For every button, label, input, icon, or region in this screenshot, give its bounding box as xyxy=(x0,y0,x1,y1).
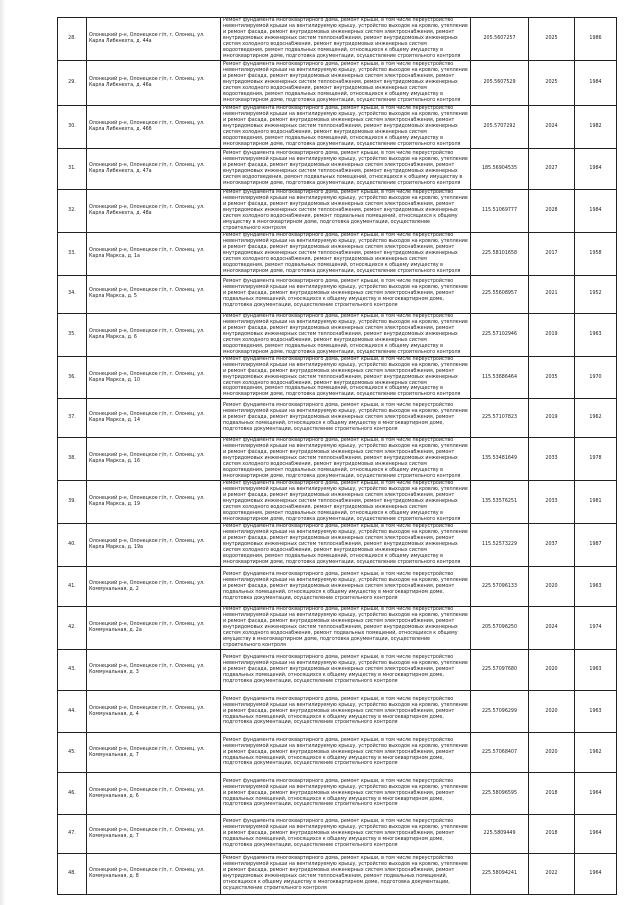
row-works-description: Ремонт фундамента многоквартирного дома, ремонт крыши, в том числе переустройство невентилируемой крыши на вентилируемую крышу, устройство выходов на кровлю, утепление и ремонт фасада, ремонт внутридомовых инженерных систем электроснабжения, ремонт внутридомовых инженерных систем теплоснабжения, ремонт внутридомовых инженерных систем холодного водоснабжения, ремонт внутридомовых инженерных систем водоотведения, ремонт подвальных помещений, относящихся к общему имуществу в многоквартирном доме, подготовка документации, осуществление строительного контроля xyxy=(221,60,471,105)
row-address: Олонецкий р-н, Олонецкое г/п, г. Олонец, ул. Карла Маркса, д. 10 xyxy=(87,356,221,399)
row-cost: 205.5607529 xyxy=(471,60,529,105)
row-cost: 225.5809449 xyxy=(471,815,529,854)
row-number: 32. xyxy=(58,189,87,232)
row-number: 31. xyxy=(58,148,87,189)
row-planned-year: 2018 xyxy=(529,815,575,854)
row-address: Олонецкий р-н, Олонецкое г/п, г. Олонец, ул. Коммунальная, д. 7 xyxy=(87,733,221,773)
row-cost: 115.53686464 xyxy=(471,356,529,399)
row-address: Олонецкий р-н, Олонецкое г/п, г. Олонец, ул. Коммунальная, д. 2а xyxy=(87,607,221,650)
row-cost: 225.58101658 xyxy=(471,232,529,275)
table-body xyxy=(58,18,617,895)
row-cost: 225.58094241 xyxy=(471,854,529,895)
row-planned-year: 2024 xyxy=(529,105,575,148)
row-address: Олонецкий р-н, Олонецкое г/п, г. Олонец, ул. Карла Маркса, д. 5 xyxy=(87,275,221,313)
table-row xyxy=(58,524,617,567)
row-number: 39. xyxy=(58,481,87,524)
row-year-built: 1964 xyxy=(575,815,617,854)
row-address: Олонецкий р-н, Олонецкое г/п, г. Олонец, ул. Карла Либкнехта, д. 46а xyxy=(87,60,221,105)
row-planned-year: 2033 xyxy=(529,481,575,524)
row-address: Олонецкий р-н, Олонецкое г/п, г. Олонец, ул. Коммунальная, д. 3 xyxy=(87,650,221,691)
row-works-description: Ремонт фундамента многоквартирного дома, ремонт крыши, в том числе переустройство невентилируемой крыши на вентилируемую крышу, устройство выходов на кровлю, утепление и ремонт фасада, ремонт внутридомовых инженерных систем электроснабжения, ремонт внутридомовых инженерных систем теплоснабжения, ремонт внутридомовых инженерных систем холодного водоснабжения, ремонт внутридомовых инженерных систем водоотведения, ремонт подвальных помещений, относящихся к общему имуществу в многоквартирном доме, подготовка документации, осуществление строительного контроля xyxy=(221,356,471,399)
row-works-description: Ремонт фундамента многоквартирного дома, ремонт крыши, в том числе переустройство невентилируемой крыши на вентилируемую крышу, устройство выходов на кровлю, утепление и ремонт фасада, ремонт внутридомовых инженерных систем электроснабжения, ремонт подвальных помещений, относящихся к общему имуществу в многоквартирном доме, подготовка документации, осуществление строительного контроля xyxy=(221,733,471,773)
row-address: Олонецкий р-н, Олонецкое г/п, г. Олонец, ул. Карла Маркса, д. 6 xyxy=(87,313,221,356)
row-year-built: 1986 xyxy=(575,18,617,61)
row-address: Олонецкий р-н, Олонецкое г/п, г. Олонец, ул. Карла Либкнехта, д. 46б xyxy=(87,105,221,148)
row-works-description: Ремонт фундамента многоквартирного дома, ремонт крыши, в том числе переустройство невентилируемой крыши на вентилируемую крышу, устройство выходов на кровлю, утепление и ремонт фасада, ремонт внутридомовых инженерных систем электроснабжения, ремонт внутридомовых инженерных систем теплоснабжения, ремонт внутридомовых инженерных систем холодного водоснабжения, ремонт внутридомовых инженерных систем водоотведения, ремонт подвальных помещений, относящихся к общему имуществу в многоквартирном доме, подготовка документации, осуществление строительного контроля xyxy=(221,524,471,567)
table-row xyxy=(58,148,617,189)
row-planned-year: 2021 xyxy=(529,275,575,313)
row-works-description: Ремонт фундамента многоквартирного дома, ремонт крыши, в том числе переустройство невентилируемой крыши на вентилируемую крышу, устройство выходов на кровлю, утепление и ремонт фасада, ремонт внутридомовых инженерных систем электроснабжения, ремонт подвальных помещений, относящихся к общему имуществу в многоквартирном доме, подготовка документации, осуществление строительного контроля xyxy=(221,691,471,733)
row-year-built: 1963 xyxy=(575,691,617,733)
row-year-built: 1970 xyxy=(575,356,617,399)
row-cost: 205.5707292 xyxy=(471,105,529,148)
table-row xyxy=(58,691,617,733)
row-year-built: 1963 xyxy=(575,650,617,691)
row-planned-year: 2024 xyxy=(529,607,575,650)
row-planned-year: 2035 xyxy=(529,356,575,399)
housing-repair-table xyxy=(57,17,617,895)
table-row xyxy=(58,18,617,61)
row-cost: 115.51069777 xyxy=(471,189,529,232)
row-number: 36. xyxy=(58,356,87,399)
row-works-description: Ремонт фундамента многоквартирного дома, ремонт крыши, в том числе переустройство невентилируемой крыши на вентилируемую крышу, устройство выходов на кровлю, утепление и ремонт фасада, ремонт внутридомовых инженерных систем электроснабжения, ремонт подвальных помещений, относящихся к общему имуществу в многоквартирном доме, подготовка документации, осуществление строительного контроля xyxy=(221,275,471,313)
scan-edge-shadow xyxy=(0,0,6,905)
row-address: Олонецкий р-н, Олонецкое г/п, г. Олонец, ул. Карла Маркса, д. 19а xyxy=(87,524,221,567)
table-row xyxy=(58,232,617,275)
row-number: 41. xyxy=(58,567,87,607)
row-address: Олонецкий р-н, Олонецкое г/п, г. Олонец, ул. Коммунальная, д. 7 xyxy=(87,815,221,854)
row-works-description: Ремонт фундамента многоквартирного дома, ремонт крыши, в том числе переустройство невентилируемой крыши на вентилируемую крышу, устройство выходов на кровлю, утепление и ремонт фасада, ремонт внутридомовых инженерных систем электроснабжения, ремонт подвальных помещений, относящихся к общему имуществу в многоквартирном доме, подготовка документации, осуществление строительного контроля xyxy=(221,773,471,815)
row-works-description: Ремонт фундамента многоквартирного дома, ремонт крыши, в том числе переустройство невентилируемой крыши на вентилируемую крышу, устройство выходов на кровлю, утепление и ремонт фасада, ремонт внутридомовых инженерных систем электроснабжения, ремонт внутридомовых инженерных систем теплоснабжения, ремонт внутридомовых инженерных систем холодного водоснабжения, ремонт подвальных помещений, относящихся к общему имуществу в многоквартирном доме, подготовка документации, осуществление строительного контроля xyxy=(221,189,471,232)
row-cost: 225.57102946 xyxy=(471,313,529,356)
row-number: 45. xyxy=(58,733,87,773)
table-row xyxy=(58,650,617,691)
row-works-description: Ремонт фундамента многоквартирного дома, ремонт крыши, в том числе переустройство невентилируемой крыши на вентилируемую крышу, устройство выходов на кровлю, утепление и ремонт фасада, ремонт внутридомовых инженерных систем электроснабжения, ремонт подвальных помещений, относящихся к общему имуществу в многоквартирном доме, подготовка документации, осуществление строительного контроля xyxy=(221,650,471,691)
row-number: 37. xyxy=(58,399,87,438)
row-cost: 225.57096299 xyxy=(471,691,529,733)
table-row xyxy=(58,275,617,313)
row-address: Олонецкий р-н, Олонецкое г/п, г. Олонец, ул. Коммунальная, д. 8 xyxy=(87,854,221,895)
table-row xyxy=(58,399,617,438)
row-number: 47. xyxy=(58,815,87,854)
table-row xyxy=(58,854,617,895)
row-cost: 205.57096250 xyxy=(471,607,529,650)
row-number: 46. xyxy=(58,773,87,815)
row-planned-year: 2020 xyxy=(529,691,575,733)
row-cost: 135.53481649 xyxy=(471,438,529,481)
row-year-built: 1987 xyxy=(575,524,617,567)
row-cost: 115.52573229 xyxy=(471,524,529,567)
row-number: 38. xyxy=(58,438,87,481)
row-number: 48. xyxy=(58,854,87,895)
row-year-built: 1952 xyxy=(575,275,617,313)
row-cost: 225.57096133 xyxy=(471,567,529,607)
row-year-built: 1963 xyxy=(575,313,617,356)
row-number: 30. xyxy=(58,105,87,148)
row-number: 28. xyxy=(58,18,87,61)
row-number: 42. xyxy=(58,607,87,650)
row-year-built: 1978 xyxy=(575,438,617,481)
row-planned-year: 2019 xyxy=(529,313,575,356)
table-row xyxy=(58,773,617,815)
row-number: 43. xyxy=(58,650,87,691)
row-year-built: 1963 xyxy=(575,567,617,607)
row-number: 29. xyxy=(58,60,87,105)
row-planned-year: 2022 xyxy=(529,854,575,895)
row-planned-year: 2020 xyxy=(529,733,575,773)
table-row xyxy=(58,189,617,232)
row-works-description: Ремонт фундамента многоквартирного дома, ремонт крыши, в том числе переустройство невентилируемой крыши на вентилируемую крышу, устройство выходов на кровлю, утепление и ремонт фасада, ремонт внутридомовых инженерных систем электроснабжения, ремонт подвальных помещений, относящихся к общему имуществу в многоквартирном доме, подготовка документации, осуществление строительного контроля xyxy=(221,567,471,607)
row-address: Олонецкий р-н, Олонецкое г/п, г. Олонец, ул. Карла Либкнехта, д. 47а xyxy=(87,148,221,189)
row-cost: 135.53576251 xyxy=(471,481,529,524)
row-number: 33. xyxy=(58,232,87,275)
row-planned-year: 2025 xyxy=(529,60,575,105)
row-works-description: Ремонт фундамента многоквартирного дома, ремонт крыши, в том числе переустройство невентилируемой крыши на вентилируемую крышу, устройство выходов на кровлю, утепление и ремонт фасада, ремонт внутридомовых инженерных систем электроснабжения, ремонт внутридомовых инженерных систем теплоснабжения, ремонт внутридомовых инженерных систем холодного водоснабжения, ремонт внутридомовых инженерных систем водоотведения, ремонт подвальных помещений, относящихся к общему имуществу в многоквартирном доме, подготовка документации, осуществление строительного контроля xyxy=(221,313,471,356)
row-year-built: 1984 xyxy=(575,189,617,232)
row-planned-year: 2020 xyxy=(529,567,575,607)
row-planned-year: 2018 xyxy=(529,773,575,815)
table-row xyxy=(58,733,617,773)
row-planned-year: 2027 xyxy=(529,148,575,189)
row-planned-year: 2020 xyxy=(529,650,575,691)
row-works-description: Ремонт фундамента многоквартирного дома, ремонт крыши, в том числе переустройство невентилируемой крыши на вентилируемую крышу, устройство выходов на кровлю, утепление и ремонт фасада, ремонт внутридомовых инженерных систем электроснабжения, ремонт подвальных помещений, относящихся к общему имуществу в многоквартирном доме, подготовка документации, осуществление строительного контроля xyxy=(221,815,471,854)
table-row xyxy=(58,438,617,481)
row-year-built: 1962 xyxy=(575,399,617,438)
table-row xyxy=(58,567,617,607)
row-address: Олонецкий р-н, Олонецкое г/п, г. Олонец, ул. Коммунальная, д. 4 xyxy=(87,691,221,733)
row-number: 40. xyxy=(58,524,87,567)
row-works-description: Ремонт фундамента многоквартирного дома, ремонт крыши, в том числе переустройство невентилируемой крыши на вентилируемую крышу, устройство выходов на кровлю, утепление и ремонт фасада, ремонт внутридомовых инженерных систем электроснабжения, ремонт внутридомовых инженерных систем теплоснабжения, ремонт подвальных помещений, относящихся к общему имуществу в многоквартирном доме, подготовка документации, осуществление строительного контроля xyxy=(221,854,471,895)
row-planned-year: 2028 xyxy=(529,189,575,232)
row-address: Олонецкий р-н, Олонецкое г/п, г. Олонец, ул. Коммунальная, д. 2 xyxy=(87,567,221,607)
row-cost: 225.57097680 xyxy=(471,650,529,691)
row-number: 35. xyxy=(58,313,87,356)
row-planned-year: 2033 xyxy=(529,438,575,481)
row-year-built: 1984 xyxy=(575,148,617,189)
row-works-description: Ремонт фундамента многоквартирного дома, ремонт крыши, в том числе переустройство невентилируемой крыши на вентилируемую крышу, устройство выходов на кровлю, утепление и ремонт фасада, ремонт внутридомовых инженерных систем электроснабжения, ремонт внутридомовых инженерных систем теплоснабжения, ремонт внутридомовых инженерных систем водоотведения, ремонт подвальных помещений, относящихся к общему имуществу в многоквартирном доме, подготовка документации, осуществление строительного контроля xyxy=(221,148,471,189)
row-cost: 225.57107823 xyxy=(471,399,529,438)
table-row xyxy=(58,607,617,650)
row-works-description: Ремонт фундамента многоквартирного дома, ремонт крыши, в том числе переустройство невентилируемой крыши на вентилируемую крышу, устройство выходов на кровлю, утепление и ремонт фасада, ремонт внутридомовых инженерных систем электроснабжения, ремонт внутридомовых инженерных систем теплоснабжения, ремонт внутридомовых инженерных систем холодного водоснабжения, ремонт внутридомовых инженерных систем водоотведения, ремонт подвальных помещений, относящихся к общему имуществу в многоквартирном доме, подготовка документации, осуществление строительного контроля xyxy=(221,232,471,275)
row-works-description: Ремонт фундамента многоквартирного дома, ремонт крыши, в том числе переустройство невентилируемой крыши на вентилируемую крышу, устройство выходов на кровлю, утепление и ремонт фасада, ремонт внутридомовых инженерных систем электроснабжения, ремонт подвальных помещений, относящихся к общему имуществу в многоквартирном доме, подготовка документации, осуществление строительного контроля xyxy=(221,399,471,438)
table-row xyxy=(58,356,617,399)
row-cost: 225.55608957 xyxy=(471,275,529,313)
row-works-description: Ремонт фундамента многоквартирного дома, ремонт крыши, в том числе переустройство невентилируемой крыши на вентилируемую крышу, устройство выходов на кровлю, утепление и ремонт фасада, ремонт внутридомовых инженерных систем электроснабжения, ремонт внутридомовых инженерных систем теплоснабжения, ремонт внутридомовых инженерных систем холодного водоснабжения, ремонт подвальных помещений, относящихся к общему имуществу в многоквартирном доме, подготовка документации, осуществление строительного контроля xyxy=(221,607,471,650)
row-cost: 225.58096595 xyxy=(471,773,529,815)
row-works-description: Ремонт фундамента многоквартирного дома, ремонт крыши, в том числе переустройство невентилируемой крыши на вентилируемую крышу, устройство выходов на кровлю, утепление и ремонт фасада, ремонт внутридомовых инженерных систем электроснабжения, ремонт внутридомовых инженерных систем теплоснабжения, ремонт внутридомовых инженерных систем холодного водоснабжения, ремонт внутридомовых инженерных систем водоотведения, ремонт подвальных помещений, относящихся к общему имуществу в многоквартирном доме, подготовка документации, осуществление строительного контроля xyxy=(221,105,471,148)
row-number: 44. xyxy=(58,691,87,733)
row-cost: 205.5607257 xyxy=(471,18,529,61)
row-works-description: Ремонт фундамента многоквартирного дома, ремонт крыши, в том числе переустройство невентилируемой крыши на вентилируемую крышу, устройство выходов на кровлю, утепление и ремонт фасада, ремонт внутридомовых инженерных систем электроснабжения, ремонт внутридомовых инженерных систем теплоснабжения, ремонт внутридомовых инженерных систем холодного водоснабжения, ремонт внутридомовых инженерных систем водоотведения, ремонт подвальных помещений, относящихся к общему имуществу в многоквартирном доме, подготовка документации, осуществление строительного контроля xyxy=(221,18,471,61)
row-address: Олонецкий р-н, Олонецкое г/п, г. Олонец, ул. Карла Маркса, д. 14 xyxy=(87,399,221,438)
row-address: Олонецкий р-н, Олонецкое г/п, г. Олонец, ул. Карла Маркса, д. 1а xyxy=(87,232,221,275)
table-row xyxy=(58,60,617,105)
row-year-built: 1974 xyxy=(575,607,617,650)
row-planned-year: 2017 xyxy=(529,232,575,275)
row-number: 34. xyxy=(58,275,87,313)
row-address: Олонецкий р-н, Олонецкое г/п, г. Олонец, ул. Карла Маркса, д. 19 xyxy=(87,481,221,524)
row-address: Олонецкий р-н, Олонецкое г/п, г. Олонец, ул. Карла Либкнехта, д. 44а xyxy=(87,18,221,61)
table-row xyxy=(58,481,617,524)
table-row xyxy=(58,313,617,356)
row-works-description: Ремонт фундамента многоквартирного дома, ремонт крыши, в том числе переустройство невентилируемой крыши на вентилируемую крышу, устройство выходов на кровлю, утепление и ремонт фасада, ремонт внутридомовых инженерных систем электроснабжения, ремонт внутридомовых инженерных систем теплоснабжения, ремонт внутридомовых инженерных систем холодного водоснабжения, ремонт внутридомовых инженерных систем водоотведения, ремонт подвальных помещений, относящихся к общему имуществу в многоквартирном доме, подготовка документации, осуществление строительного контроля xyxy=(221,438,471,481)
row-planned-year: 2037 xyxy=(529,524,575,567)
table-row xyxy=(58,105,617,148)
row-year-built: 1964 xyxy=(575,854,617,895)
row-address: Олонецкий р-н, Олонецкое г/п, г. Олонец, ул. Карла Маркса, д. 16 xyxy=(87,438,221,481)
row-works-description: Ремонт фундамента многоквартирного дома, ремонт крыши, в том числе переустройство невентилируемой крыши на вентилируемую крышу, устройство выходов на кровлю, утепление и ремонт фасада, ремонт внутридомовых инженерных систем электроснабжения, ремонт внутридомовых инженерных систем теплоснабжения, ремонт внутридомовых инженерных систем холодного водоснабжения, ремонт внутридомовых инженерных систем водоотведения, ремонт подвальных помещений, относящихся к общему имуществу в многоквартирном доме, подготовка документации, осуществление строительного контроля xyxy=(221,481,471,524)
row-address: Олонецкий р-н, Олонецкое г/п, г. Олонец, ул. Карла Либкнехта, д. 48а xyxy=(87,189,221,232)
row-year-built: 1962 xyxy=(575,733,617,773)
row-year-built: 1982 xyxy=(575,105,617,148)
row-planned-year: 2025 xyxy=(529,18,575,61)
table-row xyxy=(58,815,617,854)
row-year-built: 1958 xyxy=(575,232,617,275)
row-planned-year: 2019 xyxy=(529,399,575,438)
row-year-built: 1981 xyxy=(575,481,617,524)
row-year-built: 1984 xyxy=(575,60,617,105)
row-cost: 185.56904535 xyxy=(471,148,529,189)
row-cost: 225.57068407 xyxy=(471,733,529,773)
row-year-built: 1964 xyxy=(575,773,617,815)
row-address: Олонецкий р-н, Олонецкое г/п, г. Олонец, ул. Коммунальная, д. 6 xyxy=(87,773,221,815)
